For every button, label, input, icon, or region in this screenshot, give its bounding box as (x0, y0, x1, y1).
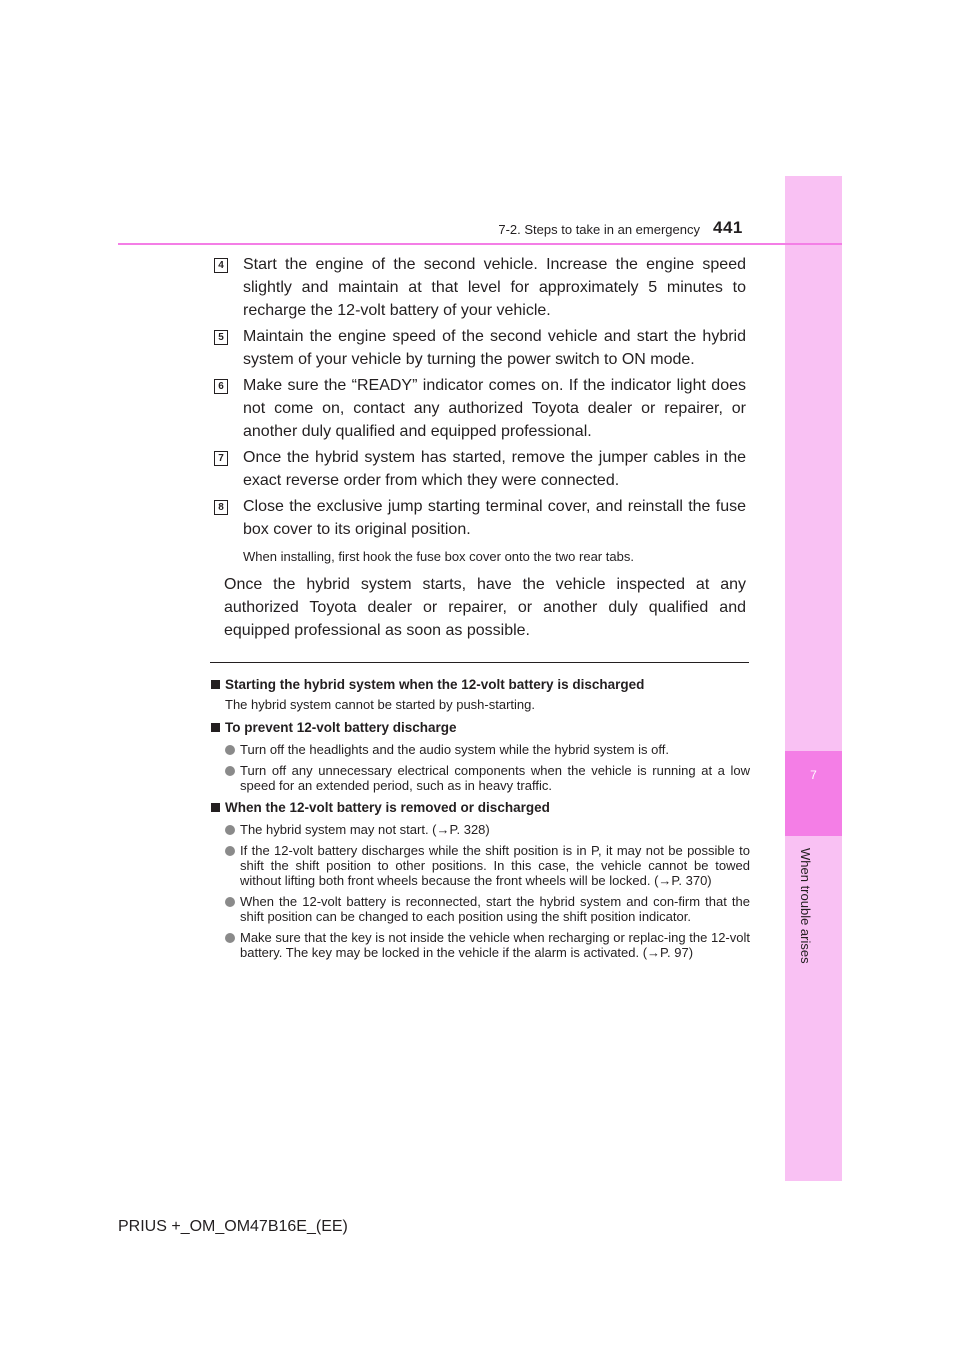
page-number: 441 (713, 218, 743, 237)
note-bullet: If the 12-volt battery discharges while the shift position is in P, it may not be possible to shift the shift position to other positions. In this case, the vehicle cannot be towed without lifting both front wheels because the front wheels will be locked. (→P. 370) (225, 843, 750, 888)
note-bullet: When the 12-volt battery is reconnected, start the hybrid system and con-firm that the shift position can be changed to each position using the shift position indicator. (225, 894, 750, 924)
step-note: When installing, first hook the fuse box cover onto the two rear tabs. (243, 549, 634, 564)
note-heading: When the 12-volt battery is removed or discharged (210, 799, 750, 816)
step-item (214, 325, 746, 371)
step-item (214, 253, 746, 322)
step-number-badge: 7 (214, 451, 228, 466)
step-number-badge: 8 (214, 500, 228, 515)
step-text: Once the hybrid system has started, remove the jumper cables in the exact reverse order from which they were connected. (243, 449, 746, 489)
note-bullet: Turn off any unnecessary electrical components when the vehicle is running at a low speed for an extended period, such as in heavy traffic. (225, 763, 750, 793)
step-text: Maintain the engine speed of the second vehicle and start the hybrid system of your vehicle by turning the power switch to ON mode. (243, 328, 746, 368)
step-text: Start the engine of the second vehicle. Increase the engine speed slightly and maintain at that level for approximately 5 minutes to recharge the 12-volt battery of your vehicle. (243, 256, 746, 319)
section-title: 7-2. Steps to take in an emergency (498, 222, 700, 237)
step-number-badge: 5 (214, 330, 228, 345)
step-text: Make sure the “READY” indicator comes on. If the indicator light does not come on, contact any authorized Toyota dealer or repairer, or another duly qualified and equipped professional. (243, 377, 746, 440)
chapter-side-tab (785, 176, 842, 1181)
chapter-title: When trouble arises (798, 848, 813, 964)
step-number-badge: 4 (214, 258, 228, 273)
note-heading: To prevent 12-volt battery discharge (210, 719, 750, 736)
step-list (214, 253, 746, 642)
chapter-number: 7 (810, 768, 817, 782)
section-divider (210, 662, 749, 663)
note-bullet: The hybrid system may not start. (→P. 328) (225, 822, 750, 837)
document-code-footer: PRIUS +_OM_OM47B16E_(EE) (118, 1218, 348, 1235)
step-item (214, 374, 746, 443)
note-body: The hybrid system cannot be started by push-starting. (225, 697, 535, 712)
note-bullet: Turn off the headlights and the audio system while the hybrid system is off. (225, 742, 750, 757)
notes-section (210, 670, 750, 960)
note-heading: Starting the hybrid system when the 12-volt battery is discharged (210, 676, 750, 693)
header-rule (118, 243, 842, 245)
step-item (214, 446, 746, 492)
step-item (214, 495, 746, 541)
step-text: Close the exclusive jump starting terminal cover, and reinstall the fuse box cover to its original position. (243, 498, 746, 538)
note-bullet: Make sure that the key is not inside the vehicle when recharging or replac-ing the 12-volt battery. The key may be locked in the vehicle if the alarm is activated. (→P. 97) (225, 930, 750, 960)
chapter-number-tab (785, 751, 842, 836)
step-number-badge: 6 (214, 379, 228, 394)
closing-paragraph: Once the hybrid system starts, have the vehicle inspected at any authorized Toyota dealer or repairer, or another duly qualified and equipped professional as soon as possible. (224, 576, 746, 639)
